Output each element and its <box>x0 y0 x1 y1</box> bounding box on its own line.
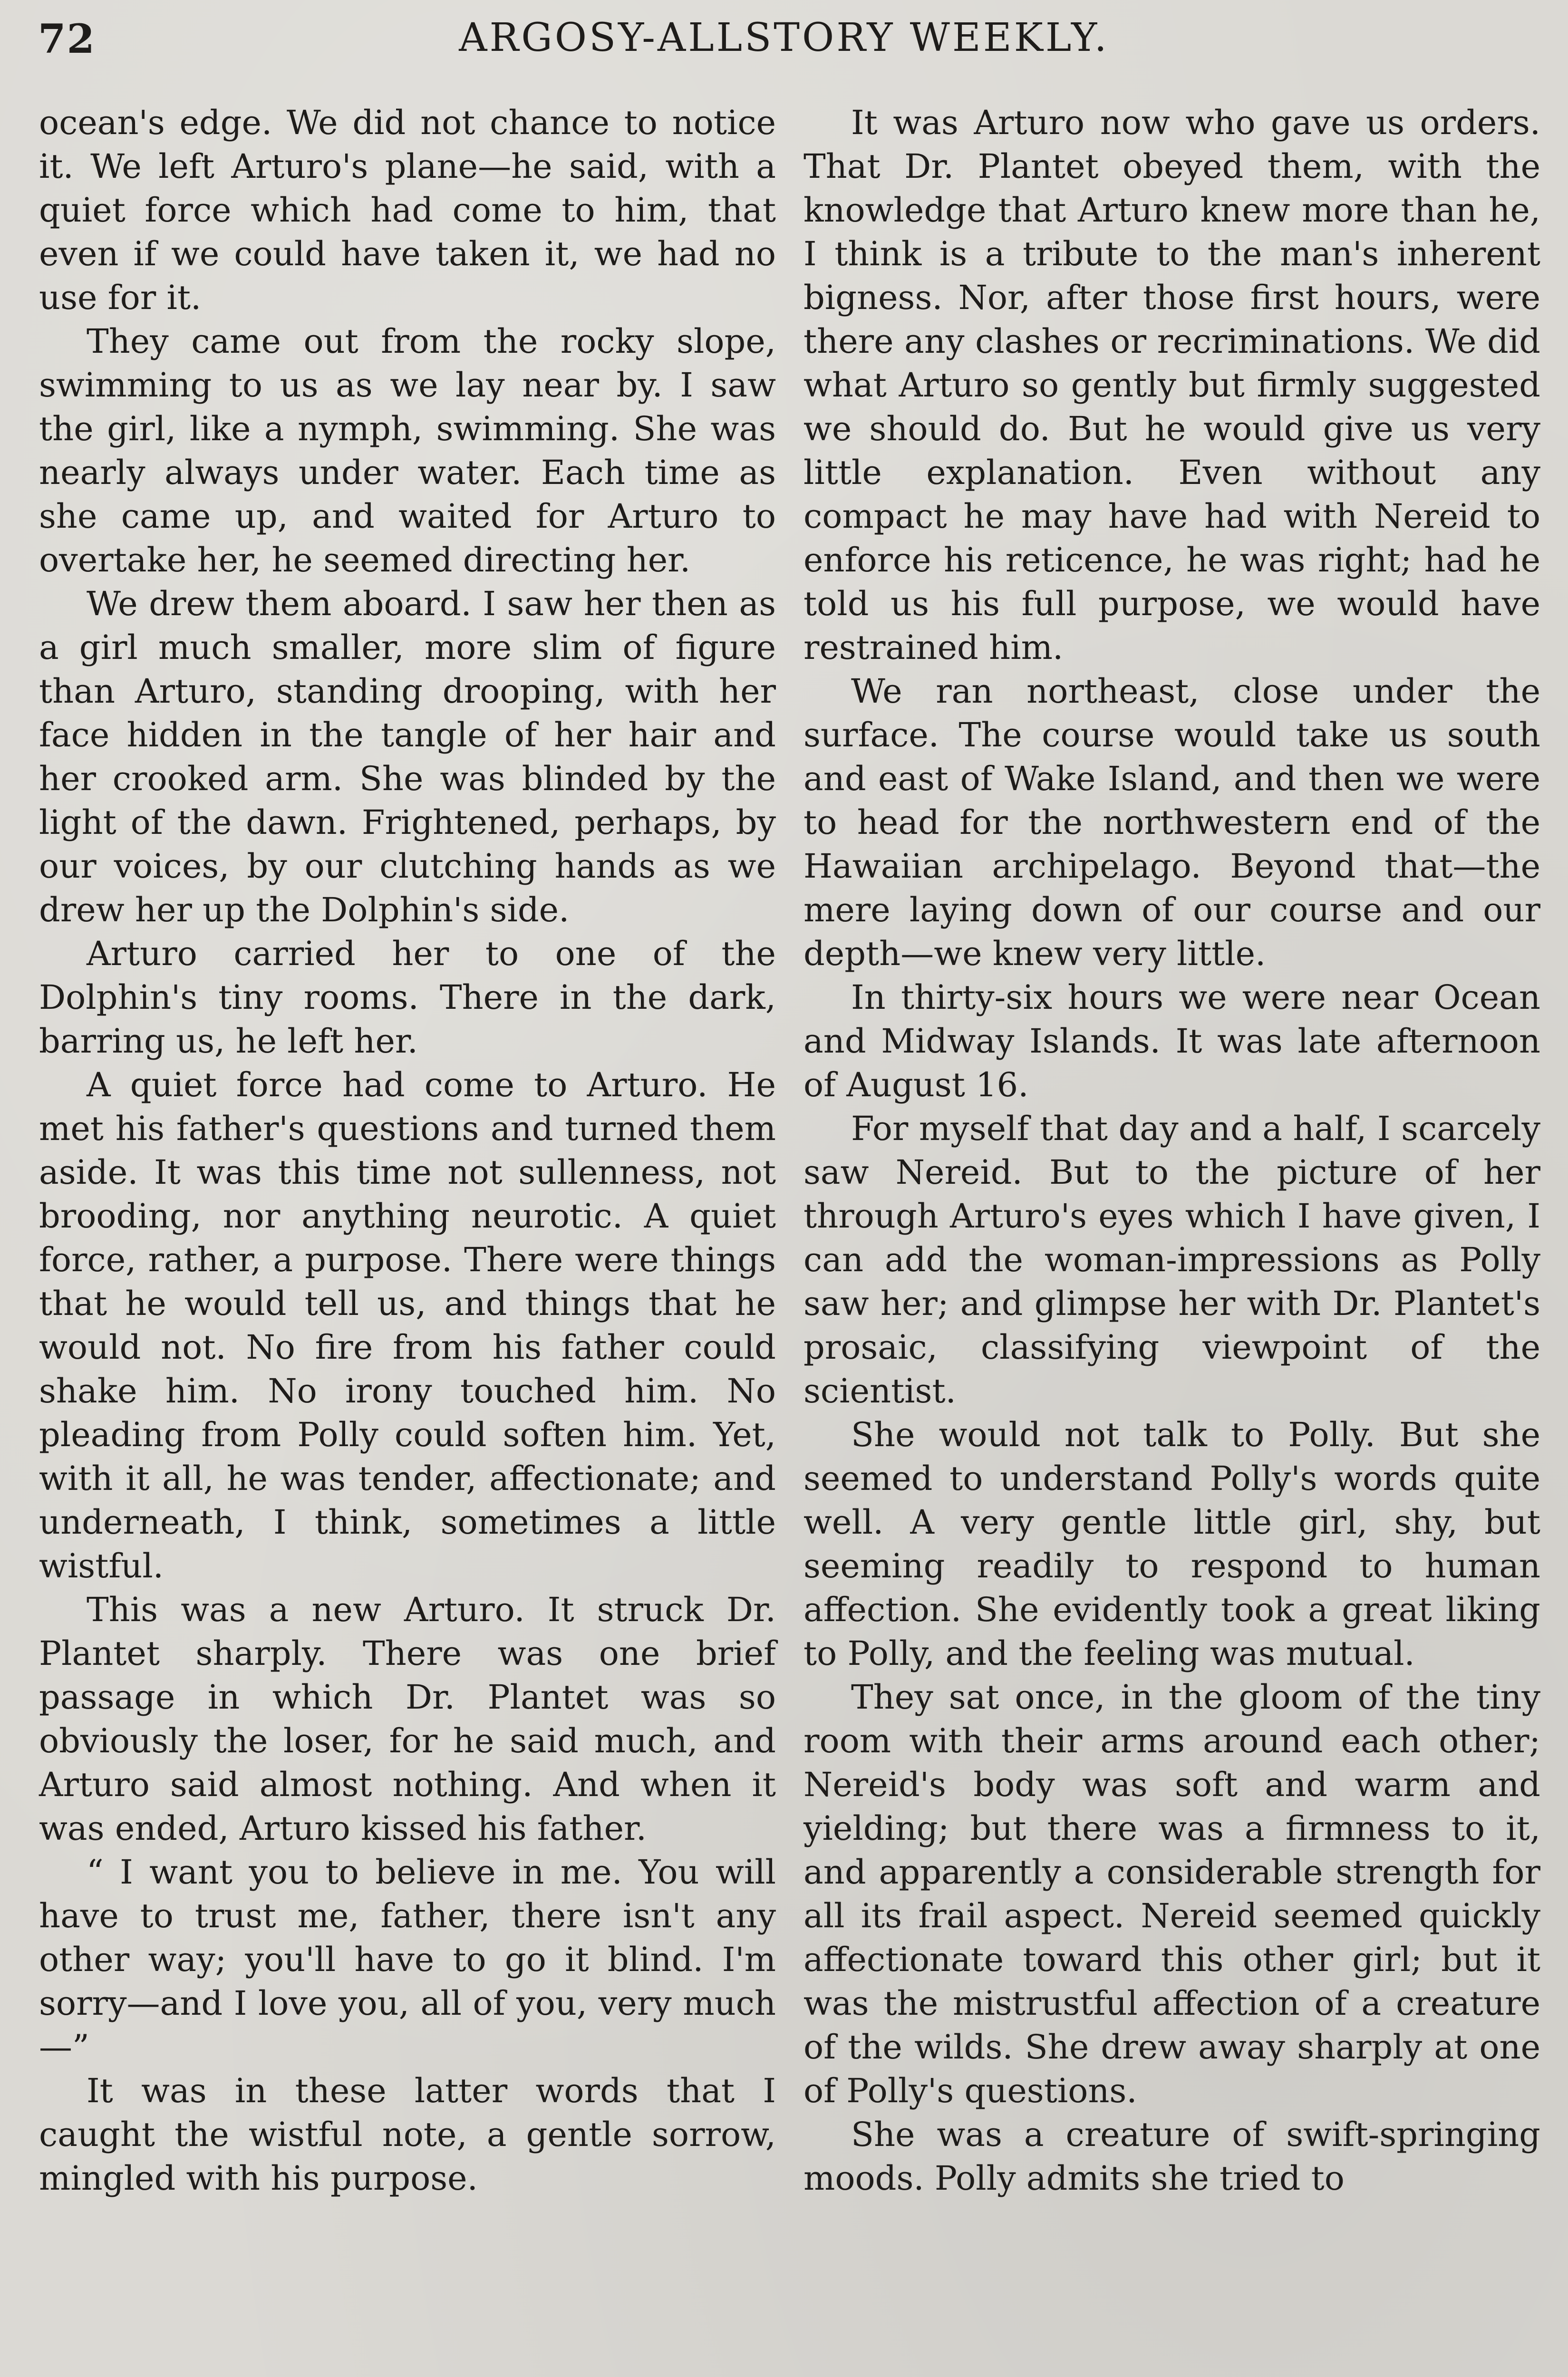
paragraph: We drew them aboard. I saw her then as a girl much smaller, more slim of figure than Arturo, standing drooping, with her face hidden in the tangle of her hair and her crooked arm. She was blinded by the light of the dawn. Frightened, perhaps, by our voices, by our clutching hands as we drew her up the Dolphin's side. <box>39 584 776 929</box>
paragraph: For myself that day and a half, I scarcely saw Nereid. But to the picture of her through Arturo's eyes which I have given, I can add the woman-impressions as Polly saw her; and glimpse her with Dr. Plantet's prosaic, classifying viewpoint of the scientist. <box>803 1109 1540 1411</box>
page-number: 72 <box>38 15 96 62</box>
paragraph: She was a creature of swift-springing moods. Polly admits she tried to <box>803 2115 1540 2198</box>
paragraph: They came out from the rocky slope, swimming to us as we lay near by. I saw the girl, like a nymph, swimming. She was nearly always under water. Each time as she came up, and waited for Arturo to overtake her, he seemed directing her. <box>39 322 776 580</box>
paragraph: A quiet force had come to Arturo. He met his father's questions and turned them aside. It was this time not sullenness, not brooding, nor anything neurotic. A quiet force, rather, a purpose. There were things that he would tell us, and things that he would not. No fire from his father could shake him. No irony touched him. No pleading from Polly could soften him. Yet, with it all, he was tender, affectionate; and underneath, I think, sometimes a little wistful. <box>39 1065 776 1585</box>
paragraph: In thirty-six hours we were near Ocean and Midway Islands. It was late afternoon of August 16. <box>803 978 1540 1104</box>
left-column <box>39 101 776 2200</box>
running-head <box>0 10 1568 68</box>
paragraph: It was in these latter words that I caught the wistful note, a gentle sorrow, mingled with his purpose. <box>39 2071 776 2198</box>
magazine-title: ARGOSY-ALLSTORY WEEKLY. <box>459 15 1109 60</box>
paragraph: She would not talk to Polly. But she seemed to understand Polly's words quite well. A very gentle little girl, shy, but seeming readily to respond to human affection. She evidently took a great liking to Polly, and the feeling was mutual. <box>803 1415 1540 1673</box>
paragraph: ocean's edge. We did not chance to notice it. We left Arturo's plane—he said, with a quiet force which had come to him, that even if we could have taken it, we had no use for it. <box>39 103 776 317</box>
paragraph: It was Arturo now who gave us orders. That Dr. Plantet obeyed them, with the knowledge that Arturo knew more than he, I think is a tribute to the man's inherent bigness. Nor, after those first hours, were there any clashes or recriminations. We did what Arturo so gently but firmly suggested we should do. But he would give us very little explanation. Even without any compact he may have had with Nereid to enforce his reticence, he was right; had he told us his full purpose, we would have restrained him. <box>803 103 1540 667</box>
paragraph: They sat once, in the gloom of the tiny room with their arms around each other; Nereid's body was soft and warm and yielding; but there was a firmness to it, and apparently a considerable strength for all its frail aspect. Nereid seemed quickly affectionate toward this other girl; but it was the mistrustful affection of a creature of the wilds. She drew away sharply at one of Polly's questions. <box>803 1678 1540 2110</box>
paragraph: We ran northeast, close under the surface. The course would take us south and east of Wake Island, and then we were to head for the northwestern end of the Hawaiian archipelago. Beyond that—the mere laying down of our course and our depth—we knew very little. <box>803 672 1540 973</box>
paragraph: “ I want you to believe in me. You will have to trust me, father, there isn't any other way; you'll have to go it blind. I'm sorry—and I love you, all of you, very much—” <box>39 1853 776 2067</box>
paragraph: This was a new Arturo. It struck Dr. Plantet sharply. There was one brief passage in which Dr. Plantet was so obviously the loser, for he said much, and Arturo said almost nothing. And when it was ended, Arturo kissed his father. <box>39 1590 776 1848</box>
paragraph: Arturo carried her to one of the Dolphin's tiny rooms. There in the dark, barring us, he left her. <box>39 934 776 1061</box>
right-column <box>803 101 1540 2200</box>
